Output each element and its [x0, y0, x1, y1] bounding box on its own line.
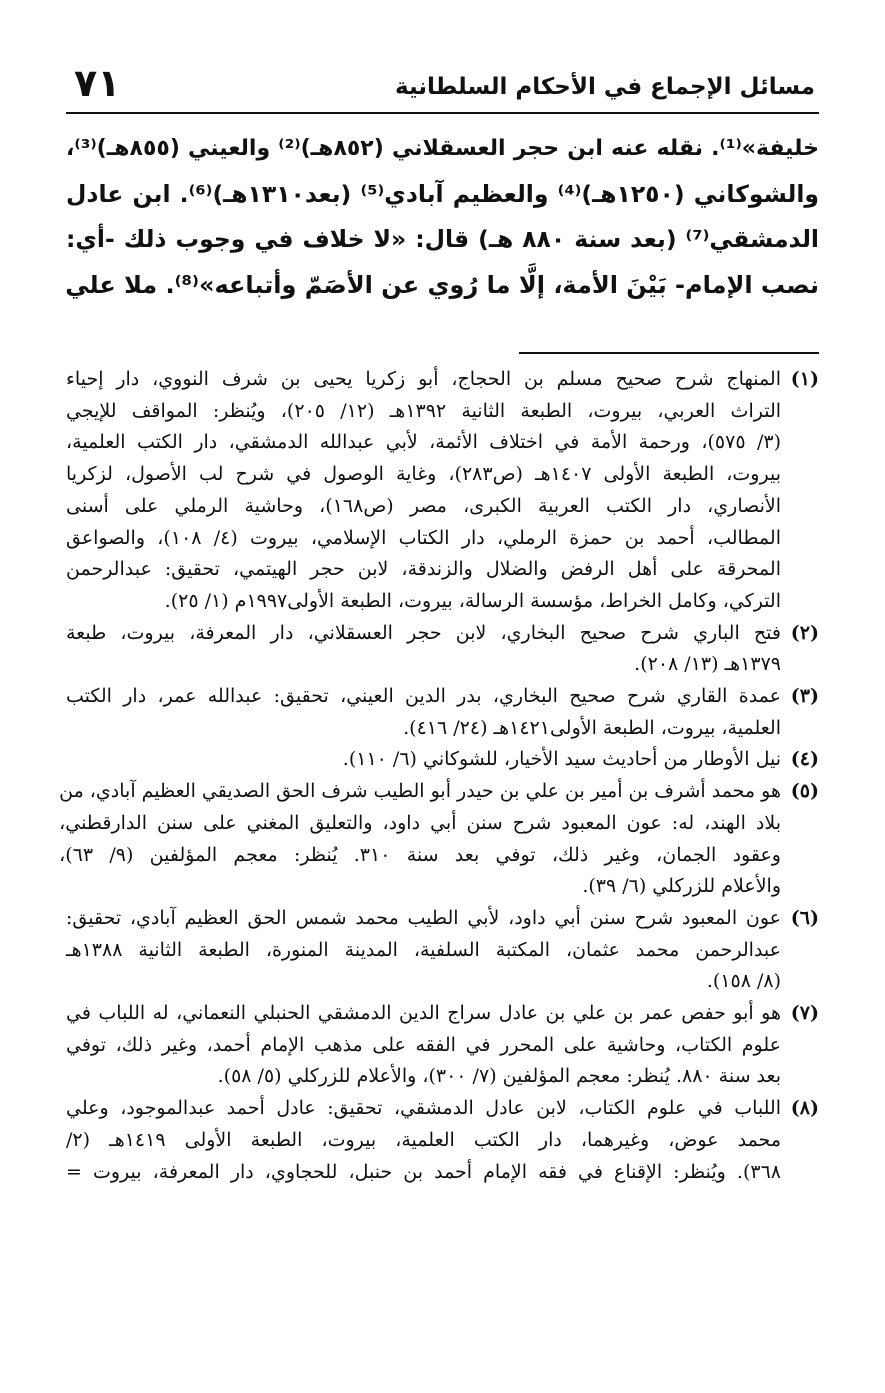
- footnote-text: [66, 681, 781, 744]
- footnote-line: وعقود الجمان، وغير ذلك، توفي بعد سنة ٣١٠. يُنظر: معجم المؤلفين (٩/ ٦٣)،: [59, 843, 781, 866]
- footnote-line: علوم الكتاب، وحاشية على المحرر في الفقه على مذهب الإمام أحمد، وغير ذلك، توفي: [66, 1033, 781, 1056]
- footnote-text: [66, 744, 781, 776]
- footnote-8: [66, 1093, 819, 1188]
- footnote-number: (٣): [790, 685, 819, 708]
- footnote-line: والأعلام للزركلي (٦/ ٣٩).: [582, 875, 781, 898]
- footnote-divider: [519, 352, 819, 354]
- footnote-1: [66, 364, 819, 618]
- footnote-line: اللباب في علوم الكتاب، لابن عادل الدمشقي، تحقيق: عادل أحمد عبدالموجود، وعلي: [66, 1097, 781, 1120]
- footnote-6: [66, 903, 819, 998]
- footnote-line: التراث العربي، بيروت، الطبعة الثانية ١٣٩٢هـ (١٢/ ٢٠٥)، ويُنظر: المواقف للإيجي: [66, 399, 782, 422]
- footnote-text: [66, 1093, 781, 1188]
- footnote-3: [66, 681, 819, 744]
- footnote-text: [66, 618, 781, 681]
- footnote-text: [66, 364, 781, 618]
- footnote-2: [66, 618, 819, 681]
- footnote-line: التركي، وكامل الخراط، مؤسسة الرسالة، بيروت، الطبعة الأولى١٩٩٧م (١/ ٢٥).: [164, 589, 781, 612]
- main-text-line: والشوكاني (١٢٥٠هـ)⁽⁴⁾ والعظيم آبادي⁽⁵⁾ (بعد١٣١٠هـ)⁽⁶⁾. ابن عادل: [66, 179, 819, 208]
- footnote-line: عبدالرحمن محمد عثمان، المكتبة السلفية، المدينة المنورة، الطبعة الثانية ١٣٨٨هـ: [66, 938, 781, 961]
- footnote-4: [66, 744, 819, 776]
- footnote-line: محمد عوض، وغيرهما، دار الكتب العلمية، بيروت، الطبعة الأولى ١٤١٩هـ (٢/: [66, 1128, 781, 1151]
- footnote-number: (٢): [790, 621, 819, 644]
- main-text: [66, 126, 819, 308]
- footnote-line: هو محمد أشرف بن أمير بن علي بن حيدر أبو الطيب شرف الحق الصديقي العظيم آبادي، من: [59, 780, 781, 803]
- footnote-text: [66, 903, 781, 998]
- main-text-line: خليفة»⁽¹⁾. نقله عنه ابن حجر العسقلاني (٨٥٢هـ)⁽²⁾ والعيني (٨٥٥هـ)⁽³⁾،: [66, 136, 819, 161]
- page-header: [66, 58, 819, 114]
- footnote-line: (٨/ ١٥٨).: [706, 970, 781, 993]
- footnote-number: (٥): [790, 780, 819, 803]
- footnote-line: المطالب، أحمد بن حمزة الرملي، دار الكتاب الإسلامي، بيروت (٤/ ١٠٨)، والصواعق: [66, 526, 781, 549]
- footnote-line: بيروت، الطبعة الأولى ١٤٠٧هـ (ص٢٨٣)، وغاية الوصول في شرح لب الأصول، لزكريا: [66, 463, 781, 486]
- footnote-number: (٦): [790, 906, 819, 929]
- main-text-line: نصب الإمام- بَيْنَ الأمة، إلَّا ما رُوي عن الأصَمّ وأتباعه»⁽⁸⁾. ملا علي: [65, 270, 819, 299]
- footnote-line: بعد سنة ٨٨٠. يُنظر: معجم المؤلفين (٧/ ٣٠٠)، والأعلام للزركلي (٥/ ٥٨).: [217, 1065, 781, 1088]
- footnotes: [59, 364, 819, 1188]
- main-text-line: الدمشقي⁽⁷⁾ (بعد سنة ٨٨٠ هـ) قال: «لا خلاف في وجوب ذلك -أي:: [66, 225, 819, 253]
- footnote-number: (٤): [790, 748, 819, 771]
- footnote-number: (٨): [790, 1097, 819, 1120]
- footnote-line: فتح الباري شرح صحيح البخاري، لابن حجر العسقلاني، دار المعرفة، بيروت، طبعة: [66, 621, 781, 644]
- footnote-text: [59, 776, 781, 903]
- footnote-line: هو أبو حفص عمر بن علي بن عادل سراج الدين الدمشقي الحنبلي النعماني، له اللباب في: [66, 1002, 781, 1025]
- footnote-text: [66, 998, 781, 1093]
- footnote-line: المحرقة على أهل الرفض والضلال والزندقة، لابن حجر الهيتمي، تحقيق: عبدالرحمن: [66, 558, 781, 581]
- running-title: مسائل الإجماع في الأحكام السلطانية: [395, 74, 815, 100]
- footnote-7: [66, 998, 819, 1093]
- footnote-line: بلاد الهند، له: عون المعبود شرح سنن أبي داود، والتعليق المغني على سنن الدارقطني،: [59, 811, 781, 834]
- footnote-line: عمدة القاري شرح صحيح البخاري، بدر الدين العيني، تحقيق: عبدالله عمر، دار الكتب: [66, 685, 781, 708]
- footnote-5: [59, 776, 819, 903]
- footnote-line: ١٣٧٩هـ (١٣/ ٢٠٨).: [634, 653, 781, 676]
- footnote-number: (٧): [790, 1002, 819, 1025]
- footnote-line: (٣/ ٥٧٥)، ورحمة الأمة في اختلاف الأئمة، لأبي عبدالله الدمشقي، دار الكتب العلمية،: [66, 431, 781, 454]
- footnote-line: الأنصاري، دار الكتب العربية الكبرى، مصر (ص١٦٨)، وحاشية الرملي على أسنى: [66, 494, 781, 517]
- footnote-line: العلمية، بيروت، الطبعة الأولى١٤٢١هـ (٢٤/ ٤١٦).: [403, 716, 781, 739]
- footnote-line: ٣٦٨). ويُنظر: الإقناع في فقه الإمام أحمد بن حنبل، للحجاوي، دار المعرفة، بيروت =: [66, 1160, 781, 1183]
- footnote-line: نيل الأوطار من أحاديث سيد الأخيار، للشوكاني (٦/ ١١٠).: [342, 748, 781, 771]
- footnote-line: المنهاج شرح صحيح مسلم بن الحجاج، أبو زكريا يحيى بن شرف النووي، دار إحياء: [66, 368, 781, 390]
- page-number: ٧١: [74, 61, 121, 105]
- footnote-line: عون المعبود شرح سنن أبي داود، لأبي الطيب محمد شمس الحق العظيم آبادي، تحقيق:: [66, 906, 781, 929]
- footnote-number: (١): [790, 368, 819, 390]
